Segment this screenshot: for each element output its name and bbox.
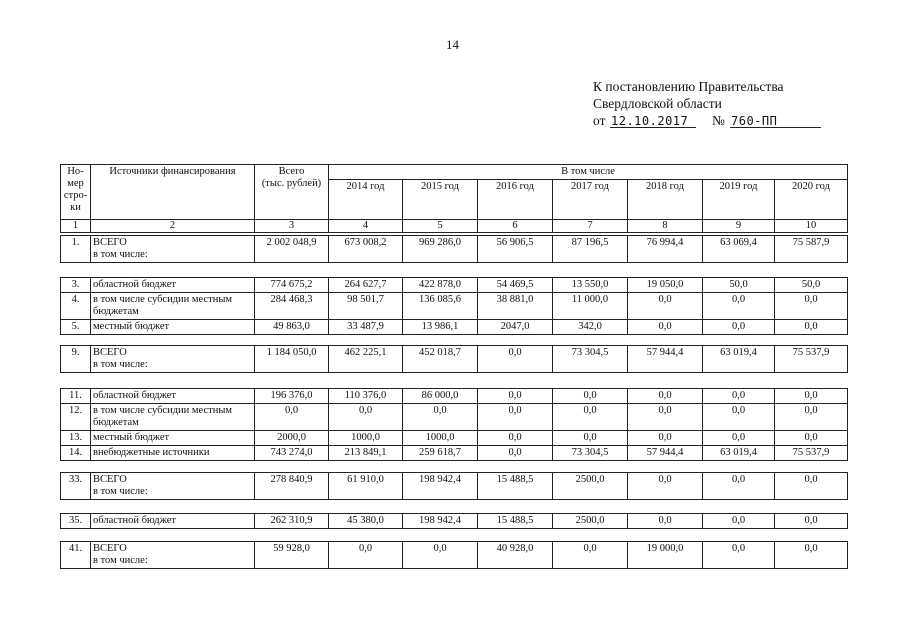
row-source	[91, 404, 255, 431]
year-value: 0,0	[403, 542, 478, 569]
source-label: в том числе субсидии местным бюджетам	[93, 405, 233, 428]
year-value: 462 225,1	[329, 346, 403, 373]
source-label: ВСЕГО	[93, 347, 127, 358]
year-value: 0,0	[775, 404, 848, 431]
year-value: 61 910,0	[329, 473, 403, 500]
year-value: 0,0	[329, 542, 403, 569]
column-index: 5	[403, 220, 478, 233]
year-value: 0,0	[329, 404, 403, 431]
year-value: 0,0	[628, 404, 703, 431]
table-block	[60, 541, 848, 569]
year-value: 0,0	[478, 446, 553, 461]
year-value: 0,0	[478, 346, 553, 373]
year-value: 0,0	[703, 320, 775, 335]
year-value: 0,0	[628, 431, 703, 446]
year-value: 0,0	[628, 320, 703, 335]
year-value: 56 906,5	[478, 236, 553, 263]
year-header: 2019 год	[703, 180, 775, 220]
total-value: 278 840,9	[255, 473, 329, 500]
row-source	[91, 320, 255, 335]
number-underline	[730, 127, 821, 128]
year-value: 969 286,0	[403, 236, 478, 263]
row-number: 3.	[61, 278, 91, 293]
row-number: 14.	[61, 446, 91, 461]
column-index: 3	[255, 220, 329, 233]
year-value: 50,0	[703, 278, 775, 293]
row-source	[91, 514, 255, 529]
year-value: 0,0	[628, 293, 703, 320]
year-value: 0,0	[775, 473, 848, 500]
year-value: 0,0	[703, 473, 775, 500]
page-number: 14	[446, 37, 459, 52]
total-value: 196 376,0	[255, 389, 329, 404]
row-source	[91, 346, 255, 373]
resolution-number: 760-ПП	[731, 114, 778, 128]
row-number: 4.	[61, 293, 91, 320]
year-value: 0,0	[703, 404, 775, 431]
total-value: 743 274,0	[255, 446, 329, 461]
row-source	[91, 431, 255, 446]
source-label: ВСЕГО	[93, 237, 127, 248]
year-value: 19 000,0	[628, 542, 703, 569]
table-row	[61, 346, 848, 373]
table-block	[60, 345, 848, 373]
row-number: 35.	[61, 514, 91, 529]
year-value: 0,0	[478, 404, 553, 431]
year-value: 422 878,0	[403, 278, 478, 293]
year-header: 2020 год	[775, 180, 848, 220]
header-line-2: Свердловской области	[593, 96, 722, 111]
source-label: областной бюджет	[93, 279, 176, 290]
table-block	[60, 277, 848, 335]
total-value: 59 928,0	[255, 542, 329, 569]
source-sublabel: в том числе:	[93, 359, 148, 370]
table-block	[60, 472, 848, 500]
year-value: 0,0	[478, 389, 553, 404]
source-label: внебюджетные источники	[93, 447, 210, 458]
total-value: 2 002 048,9	[255, 236, 329, 263]
total-value: 1 184 050,0	[255, 346, 329, 373]
col-header-total: Всего (тыс. рублей)	[255, 165, 329, 220]
year-value: 57 944,4	[628, 446, 703, 461]
year-value: 2500,0	[553, 514, 628, 529]
year-value: 0,0	[775, 389, 848, 404]
year-value: 45 380,0	[329, 514, 403, 529]
row-source	[91, 542, 255, 569]
year-value: 15 488,5	[478, 514, 553, 529]
table-row	[61, 320, 848, 335]
year-header: 2016 год	[478, 180, 553, 220]
table-row	[61, 389, 848, 404]
year-value: 213 849,1	[329, 446, 403, 461]
year-value: 13 986,1	[403, 320, 478, 335]
source-label: ВСЕГО	[93, 543, 127, 554]
year-value: 0,0	[553, 542, 628, 569]
year-value: 40 928,0	[478, 542, 553, 569]
row-source	[91, 389, 255, 404]
row-number: 12.	[61, 404, 91, 431]
year-value: 0,0	[703, 389, 775, 404]
year-value: 136 085,6	[403, 293, 478, 320]
table-row	[61, 446, 848, 461]
year-value: 57 944,4	[628, 346, 703, 373]
year-value: 1000,0	[329, 431, 403, 446]
row-source	[91, 473, 255, 500]
row-source	[91, 236, 255, 263]
source-sublabel: в том числе:	[93, 555, 148, 566]
column-index: 6	[478, 220, 553, 233]
row-number: 33.	[61, 473, 91, 500]
year-value: 54 469,5	[478, 278, 553, 293]
year-value: 19 050,0	[628, 278, 703, 293]
year-value: 198 942,4	[403, 514, 478, 529]
column-index: 8	[628, 220, 703, 233]
column-index: 2	[91, 220, 255, 233]
year-value: 0,0	[775, 542, 848, 569]
year-value: 0,0	[703, 431, 775, 446]
year-value: 110 376,0	[329, 389, 403, 404]
table-row	[61, 514, 848, 529]
source-label: в том числе субсидии местным бюджетам	[93, 294, 233, 317]
year-value: 0,0	[553, 404, 628, 431]
row-number: 41.	[61, 542, 91, 569]
year-value: 264 627,7	[329, 278, 403, 293]
col-header-source: Источники финансирования	[91, 165, 255, 220]
year-value: 2500,0	[553, 473, 628, 500]
total-value: 2000,0	[255, 431, 329, 446]
row-source	[91, 446, 255, 461]
year-value: 38 881,0	[478, 293, 553, 320]
year-value: 73 304,5	[553, 346, 628, 373]
row-number: 11.	[61, 389, 91, 404]
year-value: 0,0	[478, 431, 553, 446]
year-value: 0,0	[553, 431, 628, 446]
table-row	[61, 404, 848, 431]
year-value: 86 000,0	[403, 389, 478, 404]
table-row	[61, 293, 848, 320]
year-value: 259 618,7	[403, 446, 478, 461]
year-header: 2015 год	[403, 180, 478, 220]
year-value: 2047,0	[478, 320, 553, 335]
col-header-including: В том числе	[329, 165, 848, 180]
source-label: местный бюджет	[93, 432, 170, 443]
year-value: 75 537,9	[775, 346, 848, 373]
year-header: 2017 год	[553, 180, 628, 220]
table-block	[60, 513, 848, 529]
total-value: 262 310,9	[255, 514, 329, 529]
source-label: ВСЕГО	[93, 474, 127, 485]
year-value: 673 008,2	[329, 236, 403, 263]
year-value: 1000,0	[403, 431, 478, 446]
row-number: 5.	[61, 320, 91, 335]
header-line-1: К постановлению Правительства	[593, 79, 784, 94]
year-value: 63 019,4	[703, 446, 775, 461]
column-index: 9	[703, 220, 775, 233]
source-label: областной бюджет	[93, 390, 176, 401]
row-source	[91, 278, 255, 293]
table-row	[61, 473, 848, 500]
year-value: 0,0	[628, 514, 703, 529]
year-value: 0,0	[775, 293, 848, 320]
resolution-date: 12.10.2017	[611, 114, 689, 128]
total-value: 284 468,3	[255, 293, 329, 320]
col-header-number: Но- мер стро- ки	[61, 165, 91, 220]
year-value: 98 501,7	[329, 293, 403, 320]
year-value: 63 019,4	[703, 346, 775, 373]
year-value: 0,0	[703, 514, 775, 529]
total-value: 0,0	[255, 404, 329, 431]
year-value: 0,0	[403, 404, 478, 431]
table-row	[61, 542, 848, 569]
year-value: 0,0	[703, 542, 775, 569]
total-value: 49 863,0	[255, 320, 329, 335]
year-value: 11 000,0	[553, 293, 628, 320]
table-row	[61, 236, 848, 263]
date-underline	[610, 127, 696, 128]
year-value: 87 196,5	[553, 236, 628, 263]
year-value: 76 994,4	[628, 236, 703, 263]
row-number: 1.	[61, 236, 91, 263]
source-label: областной бюджет	[93, 515, 176, 526]
total-value: 774 675,2	[255, 278, 329, 293]
row-source	[91, 293, 255, 320]
year-value: 0,0	[628, 473, 703, 500]
year-value: 0,0	[775, 431, 848, 446]
year-value: 342,0	[553, 320, 628, 335]
source-sublabel: в том числе:	[93, 249, 148, 260]
year-value: 33 487,9	[329, 320, 403, 335]
column-index: 1	[61, 220, 91, 233]
column-index: 4	[329, 220, 403, 233]
year-value: 75 587,9	[775, 236, 848, 263]
header-number-prefix: №	[712, 113, 725, 128]
table-block	[60, 388, 848, 461]
year-value: 63 069,4	[703, 236, 775, 263]
column-index: 7	[553, 220, 628, 233]
year-header: 2014 год	[329, 180, 403, 220]
year-value: 0,0	[628, 389, 703, 404]
row-number: 13.	[61, 431, 91, 446]
row-number: 9.	[61, 346, 91, 373]
column-index: 10	[775, 220, 848, 233]
header-date-prefix: от	[593, 113, 606, 128]
table-row	[61, 278, 848, 293]
year-value: 0,0	[553, 389, 628, 404]
table-header	[60, 164, 848, 233]
year-value: 73 304,5	[553, 446, 628, 461]
source-sublabel: в том числе:	[93, 486, 148, 497]
year-value: 0,0	[703, 293, 775, 320]
year-value: 198 942,4	[403, 473, 478, 500]
year-header: 2018 год	[628, 180, 703, 220]
year-value: 75 537,9	[775, 446, 848, 461]
year-value: 13 550,0	[553, 278, 628, 293]
source-label: местный бюджет	[93, 321, 170, 332]
table-row	[61, 431, 848, 446]
year-value: 452 018,7	[403, 346, 478, 373]
year-value: 0,0	[775, 320, 848, 335]
table-block	[60, 235, 848, 263]
year-value: 0,0	[775, 514, 848, 529]
year-value: 15 488,5	[478, 473, 553, 500]
year-value: 50,0	[775, 278, 848, 293]
